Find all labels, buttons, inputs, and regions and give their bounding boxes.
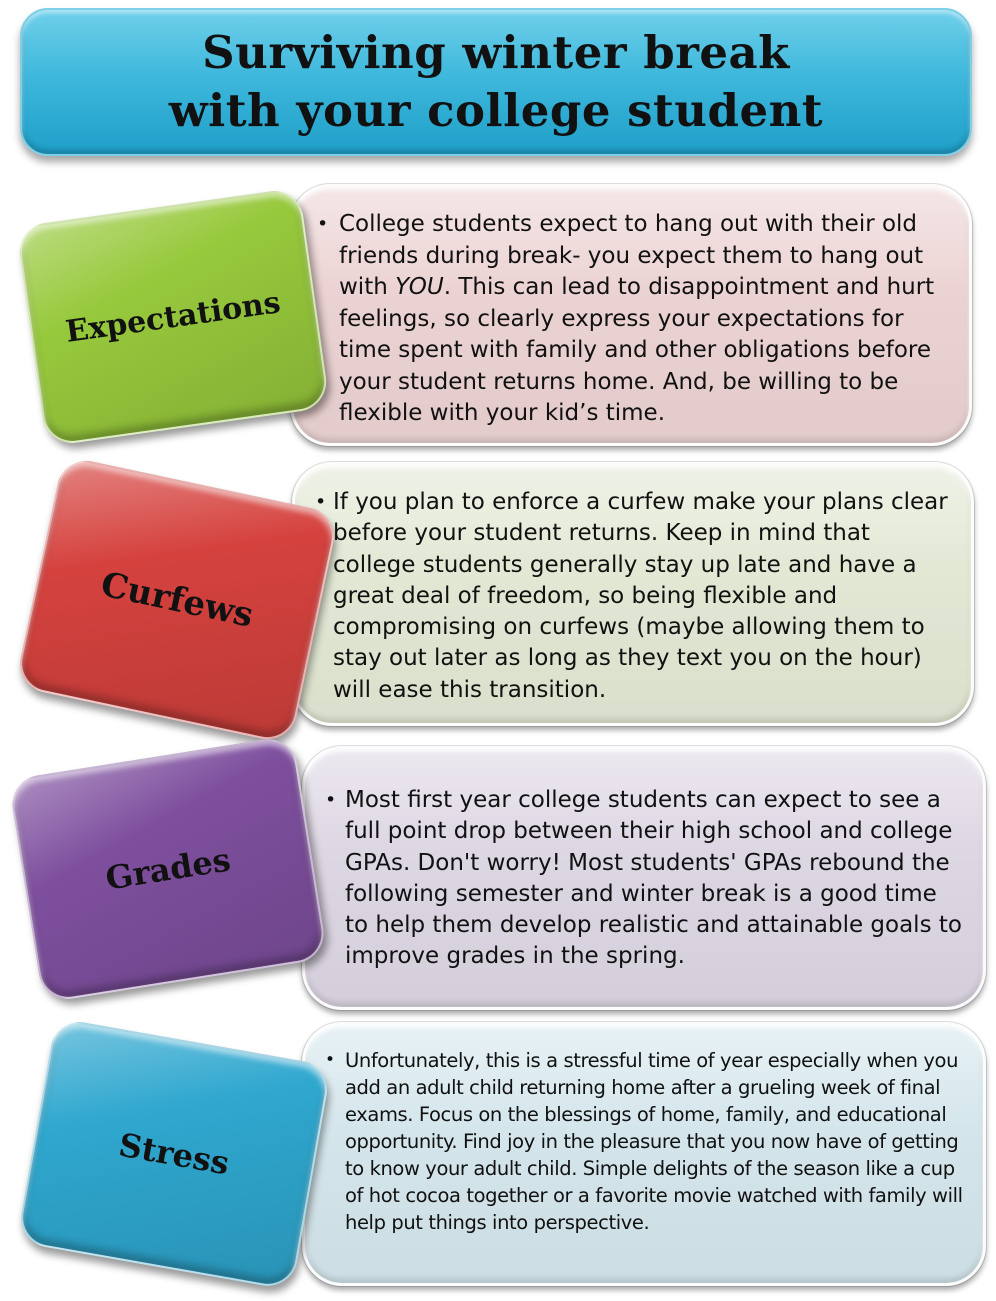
stress-content-box xyxy=(302,1022,986,1286)
grades-paragraph: Most first year college students can expect to see a full point drop between their high school and college GPAs. Don't worry! Most students' GPAs rebound the following semester and winter break is a good time to help them develop realistic and attainable goals to improve grades in the spring. xyxy=(345,787,962,970)
curfews-label: Curfews xyxy=(97,564,257,636)
grades-label: Grades xyxy=(102,840,234,898)
stress-label-box xyxy=(16,1017,331,1290)
curfews-label-box xyxy=(15,455,340,744)
title-banner xyxy=(20,8,972,156)
expectations-text-emphasis: YOU xyxy=(395,274,444,300)
bullet-icon: • xyxy=(317,213,329,235)
bullet-icon: • xyxy=(325,1050,335,1070)
grades-text xyxy=(325,785,965,973)
expectations-label: Expectations xyxy=(63,284,283,350)
bullet-icon: • xyxy=(325,789,337,811)
title-line-1: Surviving winter break xyxy=(202,26,790,79)
expectations-label-box xyxy=(16,187,330,447)
stress-paragraph: Unfortunately, this is a stressful time of year especially when you add an adult child returning home after a grueling week of final exams. Focus on the blessings of home, family, and educational opportunity. Find joy in the pleasure that you now have of getting to know your adult child. Simple delights of the season like a cup of hot cocoa together or a favorite movie watched with family will help put things into perspective. xyxy=(345,1049,963,1234)
curfews-paragraph: If you plan to enforce a curfew make your plans clear before your student returns. Keep in mind that college students generally stay up late and have a great deal of freedom, so being flexible and compromising on curfews (maybe allowing them to stay out later as long as they text you on the hour) will ease this transition. xyxy=(333,489,948,703)
grades-content-box xyxy=(302,746,986,1010)
stress-label: Stress xyxy=(115,1125,233,1183)
expectations-text-part-2: . This can lead to disappointment and hurt feelings, so clearly express your expectations for time spent with family and other obligations before your student returns home. And, be willing to be flexible with your kid’s time. xyxy=(339,274,935,426)
stress-text xyxy=(325,1047,971,1236)
title-line-2: with your college student xyxy=(168,84,824,137)
expectations-text-part-1: College students expect to hang out with their old friends during break- you expect them to hang out with xyxy=(339,211,924,300)
curfews-content-box xyxy=(292,462,974,726)
expectations-text xyxy=(317,209,937,430)
grades-label-box xyxy=(8,735,328,1003)
curfews-text xyxy=(315,487,955,706)
expectations-content-box xyxy=(290,184,972,446)
bullet-icon: • xyxy=(315,491,327,513)
